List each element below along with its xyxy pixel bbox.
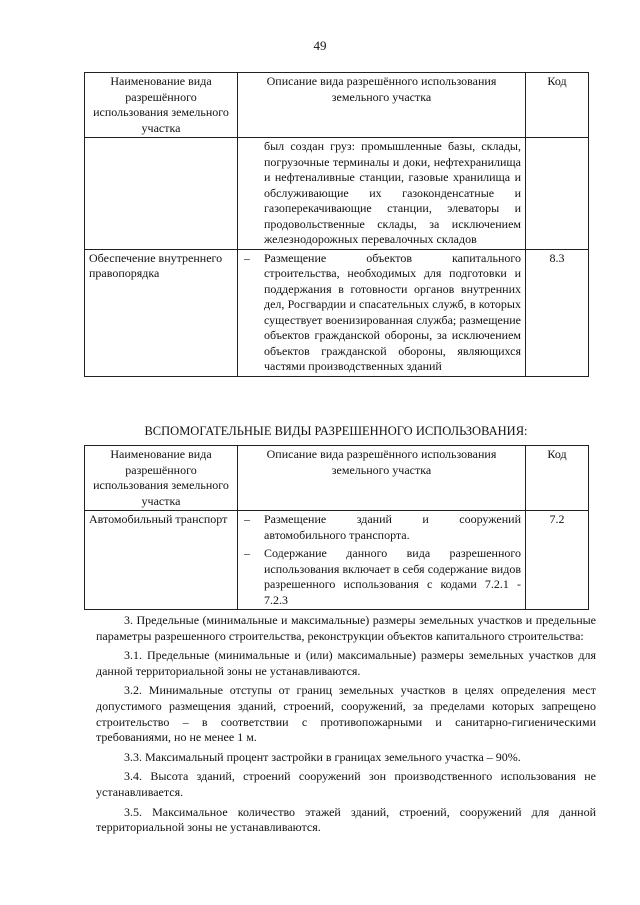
continuation-text: был создан груз: промышленные базы, склады, погрузочные терминалы и доки, нефтехранилища и нефтеналивные станции, газовые хранилища и обслуживающие их газоконденсатные и газоперекачивающие станции, элеваторы и продовольственные склады, за исключением железнодорожных перевалочных складов: [264, 139, 521, 246]
header-description: Описание вида разрешённого использования земельного участка: [238, 73, 526, 138]
cell-name: Обеспечение внутреннего правопорядка: [85, 249, 238, 376]
table-row: [85, 249, 589, 376]
description-text: Размещение объектов капитального строительства, необходимых для подготовки и поддержания в готовности органов внутренних дел, Росгвардии и спасательных служб, в которых существует военизированная служба; размещение объектов гражданской обороны, за исключением объектов гражданской обороны, являющихся частями производственных зданий: [264, 250, 521, 373]
header-name: Наименование вида разрешённого использования земельного участка: [85, 73, 238, 138]
paragraph: 3.2. Минимальные отступы от границ земельных участков в целях определения мест допустимого размещения зданий, строений, сооружений, за пределами которых запрещено строительство – в соответствии с противопожарными и санитарно-гигиеническими требованиями, но не менее 1 м.: [96, 683, 596, 745]
cell-description: [238, 511, 526, 610]
table-row: [85, 511, 589, 610]
cell-code: 7.2: [526, 511, 589, 610]
header-name: Наименование вида разрешённого использования земельного участка: [85, 446, 238, 511]
item-text: Размещение зданий и сооружений автомобильного транспорта.: [264, 512, 521, 542]
list-item: [242, 251, 521, 375]
list-item: [242, 546, 521, 608]
cell-description: [238, 249, 526, 376]
header-code: Код: [526, 73, 589, 138]
permitted-use-table-auxiliary: [84, 445, 589, 610]
permitted-use-table-main: [84, 72, 589, 377]
table-header-row: [85, 446, 589, 511]
list-item: [242, 139, 521, 248]
paragraph: 3.4. Высота зданий, строений сооружений зон производственного использования не устанавливается.: [96, 769, 596, 799]
section-title: ВСПОМОГАТЕЛЬНЫЕ ВИДЫ РАЗРЕШЕННОГО ИСПОЛЬЗОВАНИЯ:: [144, 424, 528, 438]
paragraph: 3.1. Предельные (минимальные и (или) максимальные) размеры земельных участков для данной территориальной зоны не устанавливаются.: [96, 648, 596, 678]
header-description: Описание вида разрешённого использования земельного участка: [238, 446, 526, 511]
item-text: Содержание данного вида разрешенного использования включает в себя содержание видов разрешенного использования с кодами 7.2.1 - 7.2.3: [264, 546, 521, 607]
page-number: 49: [313, 38, 327, 53]
cell-code-empty: [526, 138, 589, 250]
cell-code: 8.3: [526, 249, 589, 376]
cell-description-continuation: [238, 138, 526, 250]
cell-name: Автомобильный транспорт: [85, 511, 238, 610]
table-header-row: [85, 73, 589, 138]
table-row: [85, 138, 589, 250]
cell-name-empty: [85, 138, 238, 250]
header-code: Код: [526, 446, 589, 511]
paragraph: 3.5. Максимальное количество этажей зданий, строений, сооружений для данной территориальной зоны не устанавливаются.: [96, 804, 596, 835]
dash-marker: –: [244, 250, 250, 265]
dash-marker: –: [244, 512, 250, 526]
list-item: [242, 512, 521, 543]
paragraph: 3.3. Максимальный процент застройки в границах земельного участка – 90%.: [124, 749, 521, 764]
paragraph: 3. Предельные (минимальные и максимальные) размеры земельных участков и предельные параметры разрешенного строительства, реконструкции объектов капитального строительства:: [96, 613, 596, 643]
dash-marker: –: [244, 546, 250, 560]
body-text: [96, 613, 596, 840]
